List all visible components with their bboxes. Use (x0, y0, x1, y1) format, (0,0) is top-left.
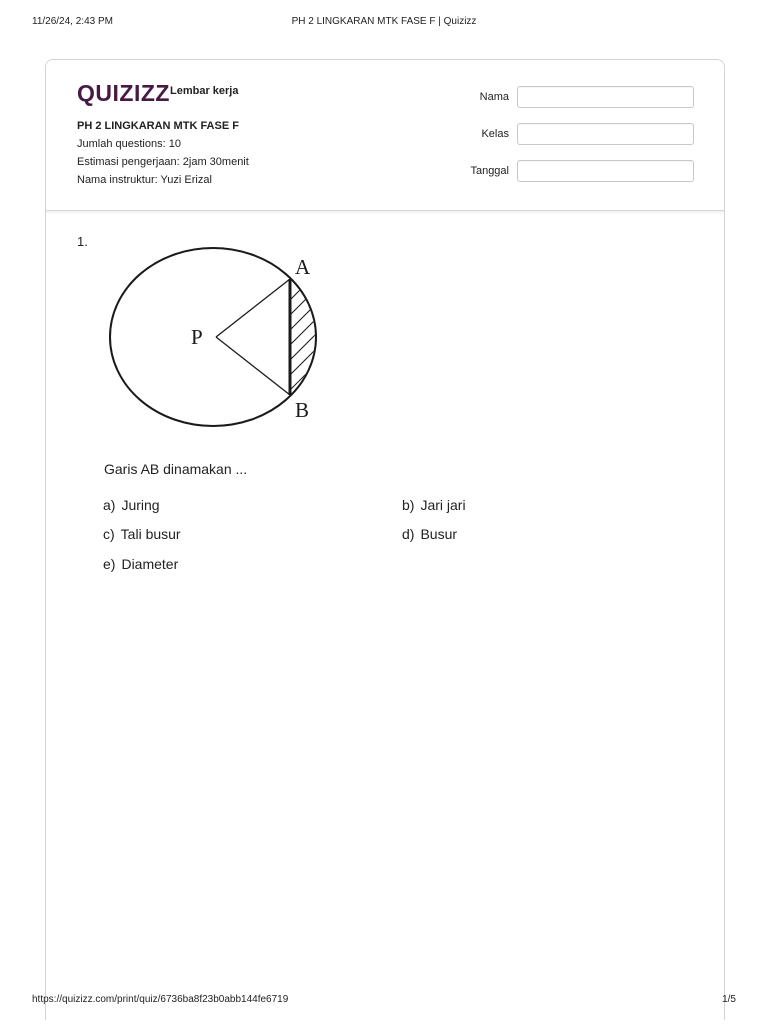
option-text: Jari jari (420, 497, 466, 513)
worksheet-label: Lembar kerja (170, 85, 239, 97)
quiz-title: PH 2 LINGKARAN MTK FASE F (77, 120, 239, 132)
option-d[interactable] (402, 526, 457, 542)
option-text: Busur (420, 526, 458, 542)
option-letter: b) (402, 497, 415, 513)
option-letter: d) (402, 526, 415, 542)
worksheet-card (45, 59, 725, 1020)
print-url[interactable]: https://quizizz.com/print/quiz/6736ba8f23b0abb144fe6719 (32, 994, 289, 1005)
name-label: Nama (479, 91, 509, 103)
question-text: Garis AB dinamakan ... (104, 461, 248, 477)
time-estimate: Estimasi pengerjaan: 2jam 30menit (77, 156, 249, 168)
option-text: Juring (121, 497, 160, 513)
circle-diagram (106, 244, 346, 434)
option-text: Tali busur (120, 526, 181, 542)
quizizz-logo: QUIZIZZ (77, 80, 170, 106)
worksheet-header (46, 60, 724, 211)
instructor-name: Nama instruktur: Yuzi Erizal (77, 174, 212, 186)
name-field[interactable] (517, 86, 694, 108)
point-b-label: B (295, 398, 310, 422)
print-header (32, 16, 736, 30)
radius-pb (216, 337, 290, 395)
date-label: Tanggal (470, 165, 509, 177)
option-letter: a) (103, 497, 116, 513)
question-number: 1. (77, 234, 88, 249)
option-c[interactable] (103, 526, 181, 542)
point-a-label: A (295, 255, 311, 279)
question-count: Jumlah questions: 10 (77, 138, 181, 150)
option-text: Diameter (121, 556, 179, 572)
class-field[interactable] (517, 123, 694, 145)
print-title: PH 2 LINGKARAN MTK FASE F | Quizizz (291, 16, 477, 27)
print-footer (32, 994, 736, 1008)
option-letter: c) (103, 526, 115, 542)
shaded-segment (286, 264, 326, 409)
page-number: 1/5 (722, 994, 736, 1005)
circle-outline (110, 248, 316, 426)
print-datetime: 11/26/24, 2:43 PM (32, 16, 113, 27)
option-letter: e) (103, 556, 116, 572)
radius-pa (216, 279, 290, 337)
option-b[interactable] (402, 497, 466, 513)
point-p-label: P (191, 325, 203, 349)
option-a[interactable] (103, 497, 160, 513)
class-label: Kelas (481, 128, 509, 140)
option-e[interactable] (103, 556, 178, 572)
date-field[interactable] (517, 160, 694, 182)
